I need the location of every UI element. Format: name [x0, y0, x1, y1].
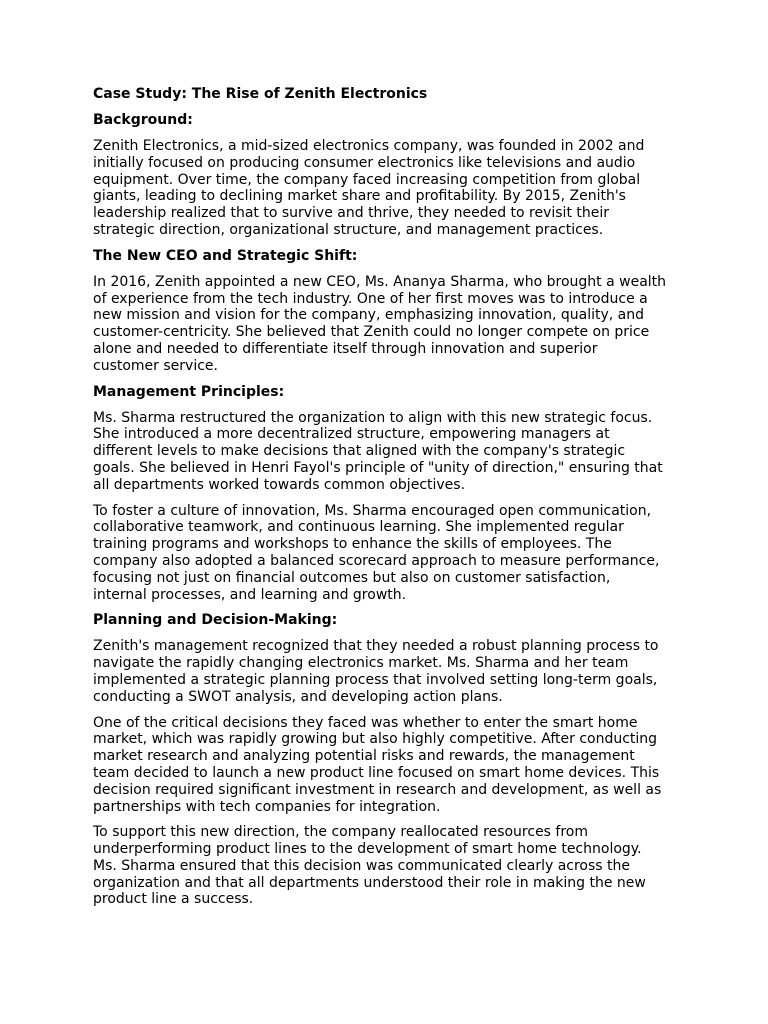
new-ceo-paragraph: In 2016, Zenith appointed a new CEO, Ms. Ananya Sharma, who brought a wealth of experience from the tech industry. One of her first moves was to introduce a new mission and vision for the company, emphasizing innovation, quality, and customer-centricity. She believed that Zenith could no longer compete on price alone and needed to differentiate itself through innovation and superior customer service.	[93, 273, 667, 374]
planning-paragraph-3: To support this new direction, the company reallocated resources from underperforming product lines to the development of smart home technology. Ms. Sharma ensured that this decision was communicated clearly across the organization and that all departments understood their role in making the new product line a success.	[93, 824, 646, 908]
planning-paragraph-2: One of the critical decisions they faced was whether to enter the smart home market, which was rapidly growing but also highly competitive. After conducting market research and analyzing potential risks and rewards, the management team decided to launch a new product line focused on smart home devices. This decision required significant investment in research and development, as well as partnerships with tech companies for integration.	[93, 714, 662, 815]
planning-paragraph-1: Zenith's management recognized that they needed a robust planning process to navigate the rapidly changing electronics market. Ms. Sharma and her team implemented a strategic planning process that involved setting long-term goals, conducting a SWOT analysis, and developing action plans.	[93, 638, 659, 705]
section-heading-management-principles: Management Principles:	[93, 383, 285, 400]
management-principles-paragraph-1: Ms. Sharma restructured the organization to align with this new strategic focus. She introduced a more decentralized structure, empowering managers at different levels to make decisions that aligned with the company's strategic goals. She believed in Henri Fayol's principle of "unity of direction," ensuring that all departments worked towards common objectives.	[93, 409, 663, 493]
management-principles-paragraph-2: To foster a culture of innovation, Ms. Sharma encouraged open communication, collaborative teamwork, and continuous learning. She implemented regular training programs and workshops to enhance the skills of employees. The company also adopted a balanced scorecard approach to measure performance, focusing not just on financial outcomes but also on customer satisfaction, internal processes, and learning and growth.	[93, 502, 660, 603]
background-paragraph: Zenith Electronics, a mid-sized electronics company, was founded in 2002 and initially focused on producing consumer electronics like televisions and audio equipment. Over time, the company faced increasing competition from global giants, leading to declining market share and profitability. By 2015, Zenith's leadership realized that to survive and thrive, they needed to revisit their strategic direction, organizational structure, and management practices.	[93, 138, 645, 238]
section-heading-new-ceo: The New CEO and Strategic Shift:	[93, 247, 358, 264]
document-title: Case Study: The Rise of Zenith Electronics	[93, 86, 428, 102]
section-heading-background: Background:	[93, 112, 193, 128]
section-heading-planning: Planning and Decision-Making:	[93, 612, 338, 629]
